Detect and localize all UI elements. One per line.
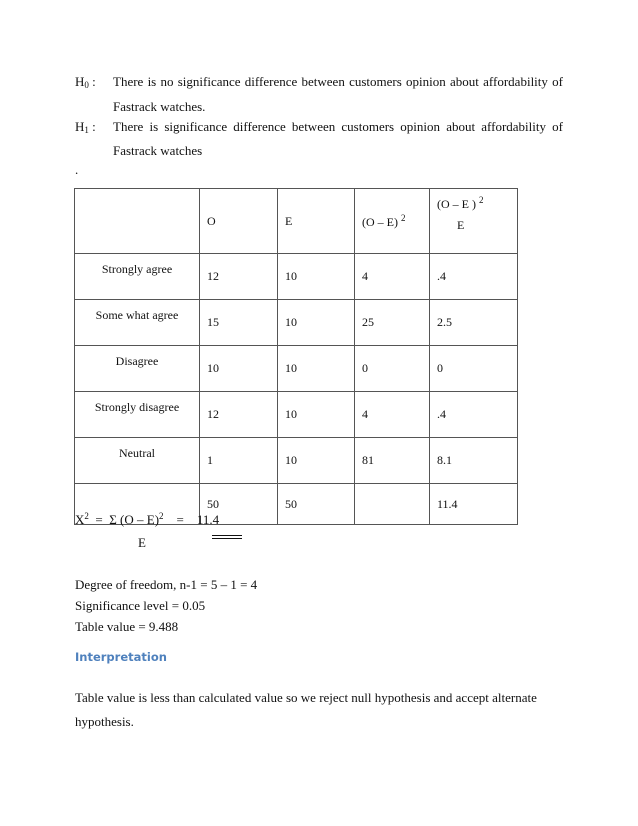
chi-value: 11.4 xyxy=(196,512,220,527)
header-e: E xyxy=(278,189,355,254)
row-label: Strongly agree xyxy=(75,254,200,300)
row-label: Strongly disagree xyxy=(75,392,200,438)
cell-ratio: 8.1 xyxy=(430,438,518,484)
header-ratio: (O – E ) $^2$ E xyxy=(430,189,518,254)
header-o-minus-e-squared: (O – E) $^2$ xyxy=(355,189,430,254)
cell-oe: 4 xyxy=(355,392,430,438)
table-row xyxy=(75,392,518,438)
sigma-expression: Σ (O – E)$^2$ xyxy=(109,511,164,527)
h1-text-line1: There is significance difference between customers opinion about affordability of xyxy=(113,119,563,134)
h0-text-line1: There is no significance difference between customers opinion about affordability of xyxy=(113,74,563,89)
cell-e: 10 xyxy=(278,346,355,392)
cell-ratio: 2.5 xyxy=(430,300,518,346)
total-o: 50 xyxy=(200,484,278,525)
h0-text-line2: Fastrack watches. xyxy=(113,99,206,114)
cell-oe: 4 xyxy=(355,254,430,300)
table-header-row xyxy=(75,189,518,254)
total-ratio: 11.4 xyxy=(430,484,518,525)
double-underline xyxy=(212,535,242,539)
table-row xyxy=(75,300,518,346)
table-row xyxy=(75,346,518,392)
header-o: O xyxy=(200,189,278,254)
cell-ratio: 0 xyxy=(430,346,518,392)
cell-o: 10 xyxy=(200,346,278,392)
total-e: 50 xyxy=(278,484,355,525)
header-empty-cell xyxy=(75,189,200,254)
cell-o: 12 xyxy=(200,254,278,300)
cell-oe: 25 xyxy=(355,300,430,346)
cell-oe: 81 xyxy=(355,438,430,484)
cell-ratio: .4 xyxy=(430,392,518,438)
cell-e: 10 xyxy=(278,392,355,438)
row-label: Neutral xyxy=(75,438,200,484)
cell-e: 10 xyxy=(278,438,355,484)
degree-of-freedom: Degree of freedom, n-1 = 5 – 1 = 4 xyxy=(75,577,258,592)
stray-dot: . xyxy=(75,162,79,177)
table-row xyxy=(75,438,518,484)
chi-symbol: $X^2$ xyxy=(75,511,89,527)
h0-label: $H_0$ : xyxy=(75,74,96,90)
formula-denominator: E xyxy=(138,535,146,550)
chi-square-formula: $X^2 = \Sigma$ (O – E)$^2$ = 11.4 xyxy=(75,511,220,527)
table-row xyxy=(75,254,518,300)
interpretation-line2: hypothesis. xyxy=(75,714,134,729)
interpretation-heading: Interpretation xyxy=(75,650,167,664)
interpretation-line1: Table value is less than calculated value so we reject null hypothesis and accept alternate xyxy=(75,690,537,705)
total-oe-empty xyxy=(355,484,430,525)
cell-e: 10 xyxy=(278,300,355,346)
significance-level: Significance level = 0.05 xyxy=(75,598,206,613)
row-label: Disagree xyxy=(75,346,200,392)
cell-o: 1 xyxy=(200,438,278,484)
cell-o: 15 xyxy=(200,300,278,346)
cell-oe: 0 xyxy=(355,346,430,392)
cell-e: 10 xyxy=(278,254,355,300)
row-label: Some what agree xyxy=(75,300,200,346)
chi-square-table xyxy=(74,188,518,525)
cell-o: 12 xyxy=(200,392,278,438)
table-value: Table value = 9.488 xyxy=(75,619,179,634)
h1-label: $H_1$ : xyxy=(75,119,96,135)
cell-ratio: .4 xyxy=(430,254,518,300)
h1-text-line2: Fastrack watches xyxy=(113,143,203,158)
